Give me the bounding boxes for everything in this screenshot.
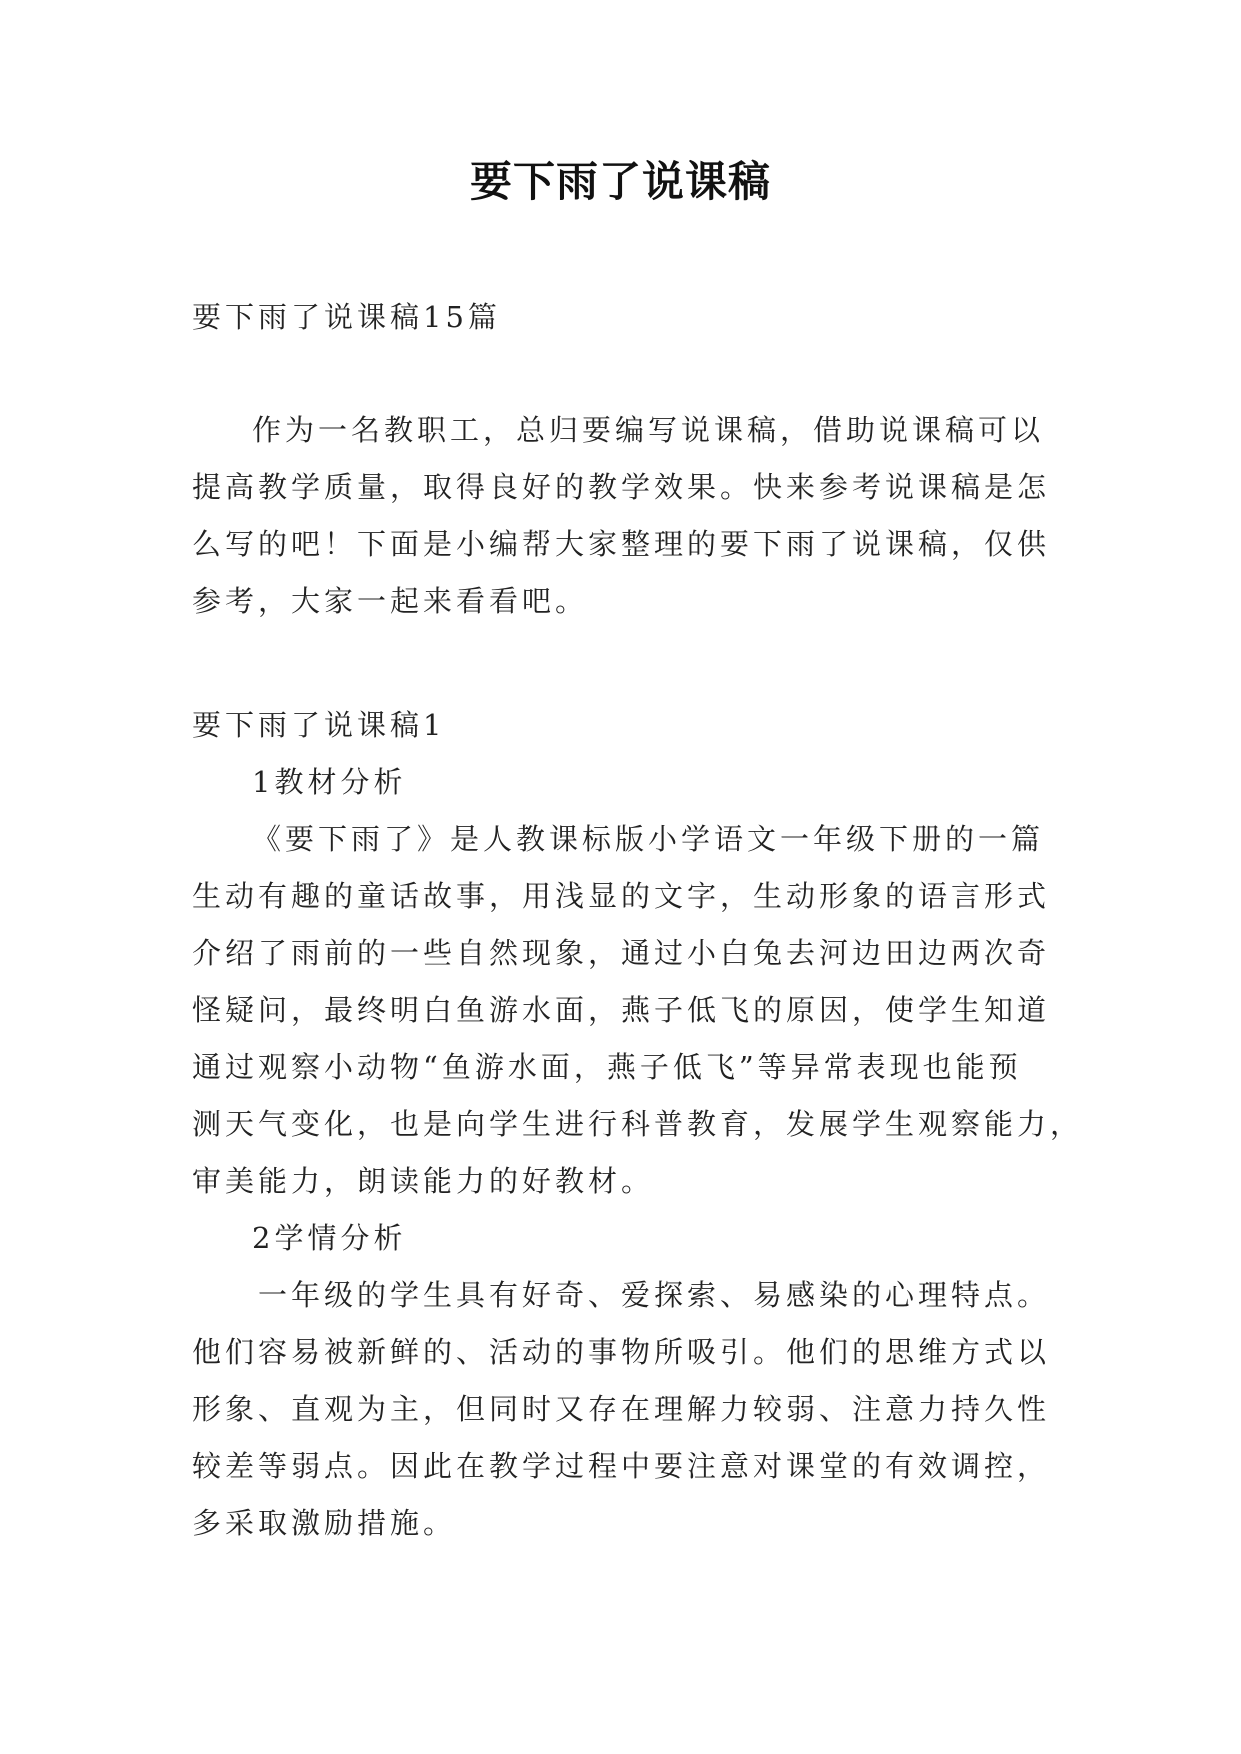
intro-line-1: 作为一名教职工，总归要编写说课稿，借助说课稿可以 (252, 413, 1045, 447)
section-heading: 要下雨了说课稿1 (192, 708, 446, 742)
part2-line-1: 一年级的学生具有好奇、爱探索、易感染的心理特点。 (258, 1278, 1051, 1312)
part2-heading: 2学情分析 (252, 1221, 407, 1255)
part1-line-7: 审美能力，朗读能力的好教材。 (192, 1164, 655, 1198)
part2-line-3: 形象、直观为主，但同时又存在理解力较弱、注意力持久性 (192, 1392, 1051, 1426)
part1-heading: 1教材分析 (252, 765, 407, 799)
document-subtitle: 要下雨了说课稿15篇 (192, 300, 501, 334)
part2-line-5: 多采取激励措施。 (192, 1506, 457, 1540)
intro-line-3: 么写的吧！下面是小编帮大家整理的要下雨了说课稿，仅供 (192, 527, 1051, 561)
part1-line-1: 《要下雨了》是人教课标版小学语文一年级下册的一篇 (252, 822, 1045, 856)
part1-line-6: 测天气变化，也是向学生进行科普教育，发展学生观察能力， (192, 1107, 1084, 1141)
part1-line-3: 介绍了雨前的一些自然现象，通过小白兔去河边田边两次奇 (192, 936, 1051, 970)
part1-line-2: 生动有趣的童话故事，用浅显的文字，生动形象的语言形式 (192, 879, 1051, 913)
document-title: 要下雨了说课稿 (469, 157, 771, 206)
part1-line-4: 怪疑问，最终明白鱼游水面，燕子低飞的原因，使学生知道 (192, 993, 1051, 1027)
intro-line-2: 提高教学质量，取得良好的教学效果。快来参考说课稿是怎 (192, 470, 1051, 504)
part1-line-5: 通过观察小动物“鱼游水面，燕子低飞”等异常表现也能预 (192, 1050, 1022, 1084)
part2-line-2: 他们容易被新鲜的、活动的事物所吸引。他们的思维方式以 (192, 1335, 1051, 1369)
part2-line-4: 较差等弱点。因此在教学过程中要注意对课堂的有效调控， (192, 1449, 1051, 1483)
intro-line-4: 参考，大家一起来看看吧。 (192, 584, 589, 618)
